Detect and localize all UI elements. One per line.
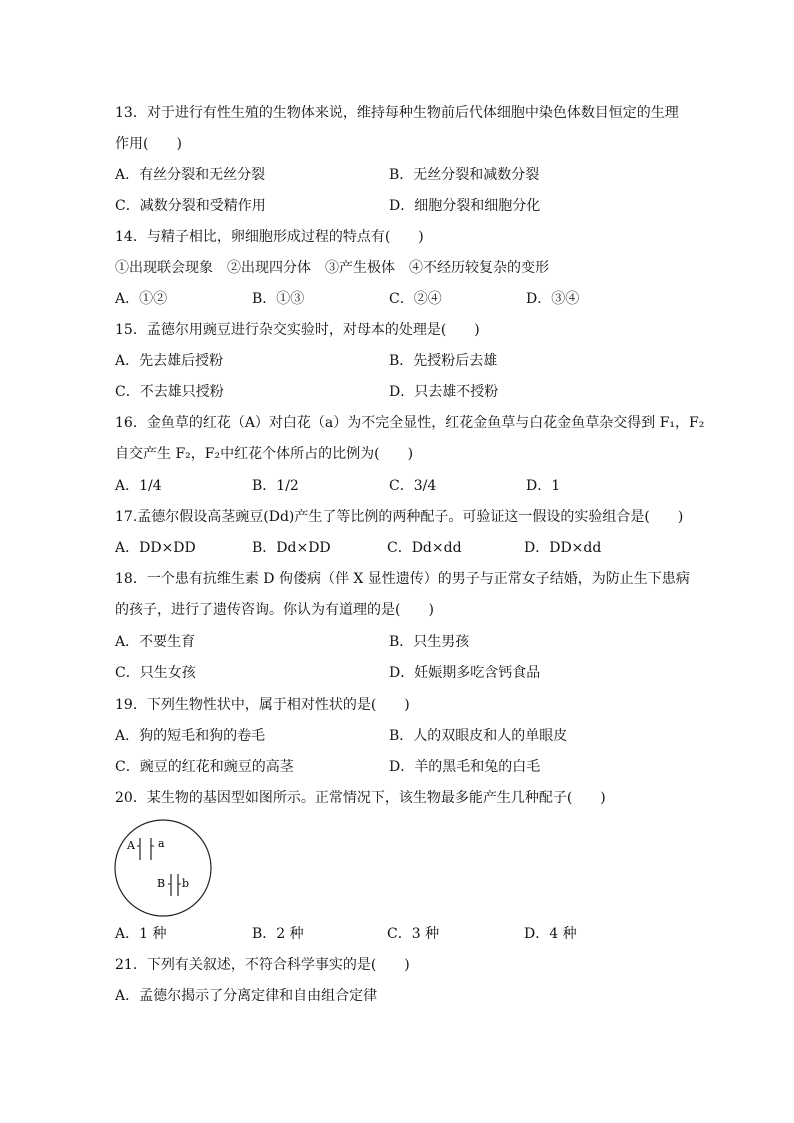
question-13-option-a: A．有丝分裂和无丝分裂	[115, 167, 266, 183]
question-17-option-d: D．DD×dd	[524, 540, 602, 556]
question-15-option-b: B．先授粉后去雄	[389, 353, 498, 369]
question-18-option-c: C．只生女孩	[115, 665, 196, 681]
cell-genotype-figure	[113, 818, 213, 918]
question-16-stem-line1: 16．金鱼草的红花（A）对白花（a）为不完全显性，红花金鱼草与白花金鱼草杂交得到 F₁，F₂	[115, 415, 705, 431]
question-19-option-a: A．狗的短毛和狗的卷毛	[115, 728, 266, 744]
question-21-option-a: A．孟德尔揭示了分离定律和自由组合定律	[115, 988, 378, 1004]
question-14-items: ①出现联会现象 ②出现四分体 ③产生极体 ④不经历较复杂的变形	[115, 260, 549, 276]
question-19-option-c: C．豌豆的红花和豌豆的高茎	[115, 759, 294, 775]
question-16-stem-line2: 自交产生 F₂，F₂中红花个体所占的比例为( )	[115, 446, 414, 462]
gene-label-A: A	[127, 839, 135, 852]
question-18-stem-line1: 18．一个患有抗维生素 D 佝偻病（伴 X 显性遗传）的男子与正常女子结婚，为防止生下患病	[115, 571, 690, 587]
question-21-stem: 21．下列有关叙述，不符合科学事实的是( )	[115, 957, 410, 973]
question-19-option-d: D．羊的黑毛和兔的白毛	[389, 759, 541, 775]
question-19-option-b: B．人的双眼皮和人的单眼皮	[389, 728, 568, 744]
question-13-option-d: D．细胞分裂和细胞分化	[389, 198, 541, 214]
question-16-option-c: C．3/4	[389, 478, 437, 494]
question-14-option-a: A．①②	[115, 291, 168, 307]
gene-label-b: b	[182, 877, 190, 890]
gene-label-B: B	[157, 877, 166, 890]
question-18-option-a: A．不要生育	[115, 634, 196, 650]
question-15-option-a: A．先去雄后授粉	[115, 353, 224, 369]
question-17-stem: 17.孟德尔假设高茎豌豆(Dd)产生了等比例的两种配子。可验证这一假设的实验组合是( )	[115, 509, 684, 525]
question-14-option-b: B．①③	[252, 291, 305, 307]
question-13-option-c: C．减数分裂和受精作用	[115, 198, 266, 214]
question-15-option-c: C．不去雄只授粉	[115, 384, 224, 400]
question-13-option-b: B．无丝分裂和减数分裂	[389, 167, 540, 183]
question-13-stem-line2: 作用( )	[115, 136, 182, 152]
question-17-option-b: B．Dd×DD	[252, 540, 331, 556]
question-18-option-d: D．妊娠期多吃含钙食品	[389, 665, 541, 681]
question-18-stem-line2: 的孩子，进行了遗传咨询。你认为有道理的是( )	[115, 602, 434, 618]
question-17-option-a: A．DD×DD	[115, 540, 196, 556]
question-20-option-d: D．4 种	[524, 926, 577, 942]
cell-outline	[115, 820, 211, 916]
question-17-option-c: C．Dd×dd	[387, 540, 462, 556]
question-14-option-d: D．③④	[526, 291, 580, 307]
question-13-stem-line1: 13．对于进行有性生殖的生物体来说，维持每种生物前后代体细胞中染色体数目恒定的生理	[115, 105, 679, 121]
question-16-option-b: B．1/2	[252, 478, 299, 494]
question-20-option-a: A．1 种	[115, 926, 167, 942]
question-16-option-a: A．1/4	[115, 478, 162, 494]
question-20-option-b: B．2 种	[252, 926, 304, 942]
gene-label-a: a	[158, 837, 165, 850]
question-16-option-d: D．1	[526, 478, 561, 494]
question-18-option-b: B．只生男孩	[389, 634, 470, 650]
question-20-stem: 20．某生物的基因型如图所示。正常情况下，该生物最多能产生几种配子( )	[115, 790, 606, 806]
question-19-stem: 19．下列生物性状中，属于相对性状的是( )	[115, 697, 410, 713]
question-14-stem: 14．与精子相比，卵细胞形成过程的特点有( )	[115, 229, 424, 245]
question-20-option-c: C．3 种	[387, 926, 440, 942]
question-15-option-d: D．只去雄不授粉	[389, 384, 499, 400]
question-14-option-c: C．②④	[389, 291, 442, 307]
question-15-stem: 15．孟德尔用豌豆进行杂交实验时，对母本的处理是( )	[115, 322, 480, 338]
